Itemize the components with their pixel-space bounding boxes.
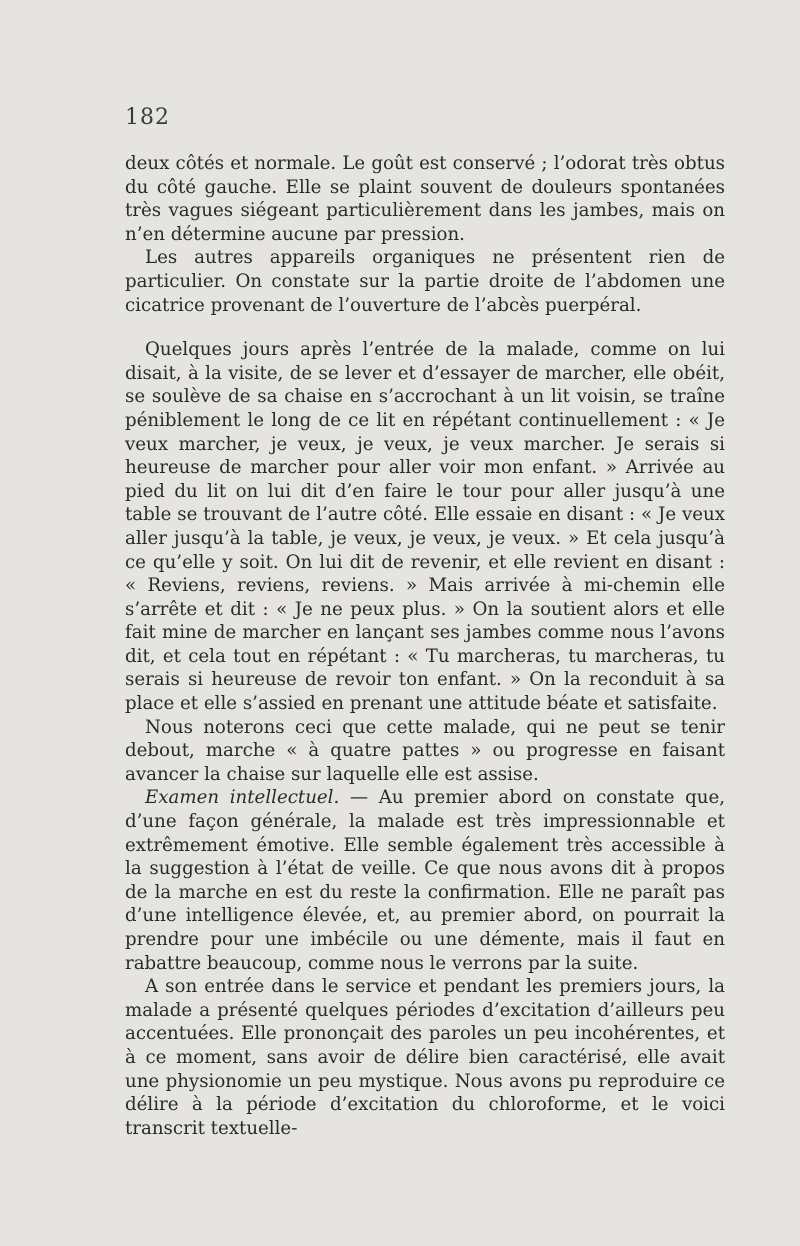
- paragraph-examen: [125, 786, 725, 975]
- section-lead: Examen intellectuel.: [145, 787, 340, 809]
- page-number: 182: [125, 105, 170, 130]
- paragraph: deux côtés et normale. Le goût est conservé ; l’odorat très obtus du côté gauche. Elle se plaint souvent de douleurs spontanées très vagues siégeant particulièrement dans les jambes, mais on n’en détermine aucune par pression.: [125, 153, 725, 245]
- paragraph-text: — Au premier abord on constate que, d’une façon générale, la malade est très impressionnable et extrêmement émotive. Elle semble également très accessible à la suggestion à l’état de veille. Ce que nous avons dit à propos de la marche en est du reste la confirmation. Elle ne paraît pas d’une intelligence élevée, et, au premier abord, on pourrait la prendre pour une imbécile ou une démente, mais il faut en rabattre beaucoup, comme nous le verrons par la suite.: [125, 787, 726, 974]
- paragraph: A son entrée dans le service et pendant les premiers jours, la malade a présenté quelques périodes d’excitation d’ailleurs peu accentuées. Elle prononçait des paroles un peu incohérentes, et à ce moment, sans avoir de délire bien caractérisé, elle avait une physionomie un peu mystique. Nous avons pu reproduire ce délire à la période d’excitation du chloroforme, et le voici transcrit textuelle-: [125, 976, 725, 1139]
- paragraph: Quelques jours après l’entrée de la malade, comme on lui disait, à la visite, de se lever et d’essayer de marcher, elle obéit, se soulève de sa chaise en s’accrochant à un lit voisin, se traîne péniblement le long de ce lit en répétant continuellement : « Je veux marcher, je veux, je veux, je veux marcher. Je serais si heureuse de marcher pour aller voir mon enfant. » Arrivée au pied du lit on lui dit d’en faire le tour pour aller jusqu’à une table se trouvant de l’autre côté. Elle essaie en disant : « Je veux aller jusqu’à la table, je veux, je veux, je veux. » Et cela jusqu’à ce qu’elle y soit. On lui dit de revenir, et elle revient en disant : « Reviens, reviens, reviens. » Mais arrivée à mi-chemin elle s’arrête et dit : « Je ne peux plus. » On la soutient alors et elle fait mine de marcher en lançant ses jambes comme nous l’avons dit, et cela tout en répétant : « Tu marcheras, tu marcheras, tu serais si heureuse de revoir ton enfant. » On la reconduit à sa place et elle s’assied en prenant une attitude béate et satisfaite.: [125, 339, 725, 715]
- body-text: [125, 152, 725, 1140]
- paragraph: Les autres appareils organiques ne présentent rien de particulier. On constate sur la partie droite de l’abdomen une cicatrice provenant de l’ouverture de l’abcès puerpéral.: [125, 247, 725, 316]
- paragraph: Nous noterons ceci que cette malade, qui ne peut se tenir debout, marche « à quatre pattes » ou progresse en faisant avancer la chaise sur laquelle elle est assise.: [125, 716, 725, 785]
